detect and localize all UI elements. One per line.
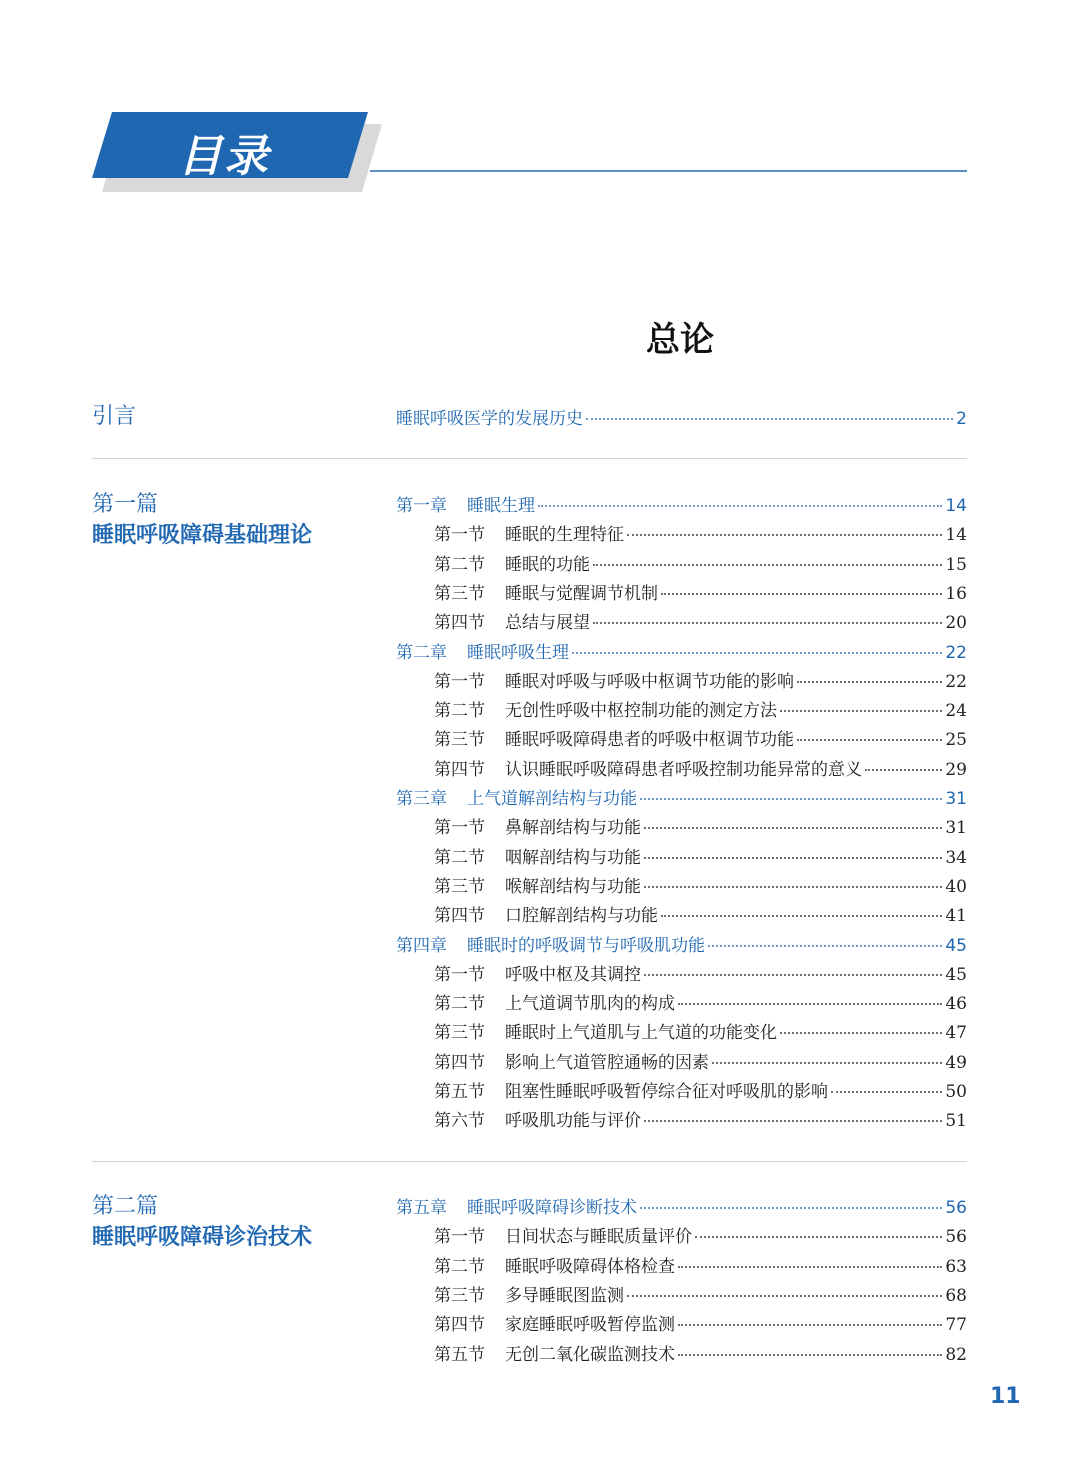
entry-page: 31 — [945, 818, 967, 839]
leader-dots — [797, 739, 942, 741]
leader-dots — [678, 1354, 942, 1356]
leader-dots — [695, 1236, 942, 1238]
toc-section[interactable] — [434, 1281, 967, 1305]
entry-page: 49 — [945, 1052, 967, 1073]
entry-number: 第二节 — [434, 1256, 485, 1277]
toc-section[interactable] — [434, 755, 967, 779]
entry-page: 46 — [945, 994, 967, 1015]
entry-page: 15 — [945, 554, 967, 575]
leader-dots — [831, 1091, 942, 1093]
entry-number: 第一节 — [434, 525, 485, 546]
entry-page: 34 — [945, 847, 967, 868]
leader-dots — [644, 974, 942, 976]
entry-number: 第六节 — [434, 1111, 485, 1132]
toc-chapter[interactable] — [396, 638, 967, 662]
part-2-heading — [92, 1192, 312, 1252]
entry-page: 45 — [945, 964, 967, 985]
entry-title: 睡眠呼吸障碍体格检查 — [505, 1256, 675, 1277]
entry-page: 51 — [945, 1111, 967, 1132]
leader-dots — [644, 827, 942, 829]
entry-number: 第四节 — [434, 1315, 485, 1336]
entry-title: 多导睡眠图监测 — [505, 1285, 624, 1306]
page-number: 11 — [990, 1384, 1021, 1409]
section-divider — [92, 1161, 967, 1162]
entry-page: 56 — [945, 1198, 967, 1218]
entry-title: 睡眠的生理特征 — [505, 525, 624, 546]
entry-number: 第三章 — [396, 789, 447, 809]
leader-dots — [708, 945, 942, 947]
leader-dots — [640, 798, 942, 800]
toc-section[interactable] — [434, 960, 967, 984]
leader-dots — [627, 534, 942, 536]
toc-section[interactable] — [434, 843, 967, 867]
leader-dots — [780, 710, 942, 712]
leader-dots — [661, 593, 942, 595]
leader-dots — [644, 1120, 942, 1122]
entry-number: 第二章 — [396, 642, 447, 663]
entry-title: 认识睡眠呼吸障碍患者呼吸控制功能异常的意义 — [505, 759, 862, 780]
entry-title: 睡眠呼吸医学的发展历史 — [396, 409, 583, 429]
entry-title: 睡眠与觉醒调节机制 — [505, 583, 658, 604]
entry-title: 日间状态与睡眠质量评价 — [505, 1227, 692, 1248]
entry-number: 第三节 — [434, 876, 485, 897]
leader-dots — [644, 857, 942, 859]
entry-number: 第四节 — [434, 759, 485, 780]
entry-number: 第二节 — [434, 701, 485, 722]
toc-section[interactable] — [434, 1252, 967, 1276]
entry-page: 47 — [945, 1023, 967, 1044]
toc-section[interactable] — [434, 579, 967, 603]
entry-number: 第三节 — [434, 583, 485, 604]
entry-title: 上气道调节肌肉的构成 — [505, 994, 675, 1015]
entry-page: 41 — [945, 906, 967, 927]
toc-section[interactable] — [434, 989, 967, 1013]
toc-section[interactable] — [434, 725, 967, 749]
toc-chapter[interactable] — [396, 1193, 967, 1217]
entry-page: 82 — [945, 1344, 967, 1365]
entry-title: 口腔解剖结构与功能 — [505, 906, 658, 927]
entry-page: 24 — [945, 701, 967, 722]
section-divider — [92, 458, 967, 459]
entry-page: 2 — [956, 409, 967, 429]
leader-dots — [538, 505, 942, 507]
leader-dots — [865, 769, 942, 771]
header-rule — [370, 170, 967, 172]
leader-dots — [644, 886, 942, 888]
entry-number: 第四节 — [434, 906, 485, 927]
toc-section[interactable] — [434, 520, 967, 544]
entry-number: 第二节 — [434, 847, 485, 868]
entry-number: 第五节 — [434, 1082, 485, 1102]
toc-section[interactable] — [434, 667, 967, 691]
toc-chapter[interactable] — [396, 491, 967, 515]
main-title: 总论 — [646, 320, 714, 360]
part-label: 第一篇 — [92, 492, 159, 517]
entry-page: 25 — [945, 730, 967, 751]
toc-section[interactable] — [434, 1310, 967, 1334]
toc-section[interactable] — [434, 1048, 967, 1072]
entry-title: 阻塞性睡眠呼吸暂停综合征对呼吸肌的影响 — [505, 1082, 828, 1102]
entry-title: 睡眠呼吸障碍诊断技术 — [467, 1198, 637, 1218]
toc-section[interactable] — [434, 872, 967, 896]
entry-number: 第三节 — [434, 1023, 485, 1044]
entry-number: 第四节 — [434, 613, 485, 634]
entry-title: 睡眠时的呼吸调节与呼吸肌功能 — [467, 935, 705, 956]
entry-title: 咽解剖结构与功能 — [505, 847, 641, 868]
entry-page: 22 — [945, 642, 967, 663]
entry-number: 第一节 — [434, 964, 485, 985]
leader-dots — [593, 622, 942, 624]
toc-section[interactable] — [434, 696, 967, 720]
entry-title: 睡眠生理 — [467, 496, 535, 516]
entry-number: 第一节 — [434, 671, 485, 692]
leader-dots — [797, 681, 942, 683]
entry-title: 睡眠对呼吸与呼吸中枢调节功能的影响 — [505, 671, 794, 692]
entry-page: 45 — [945, 935, 967, 956]
entry-title: 无创性呼吸中枢控制功能的测定方法 — [505, 701, 777, 722]
toc-section[interactable] — [434, 1106, 967, 1130]
entry-number: 第三节 — [434, 1285, 485, 1306]
entry-title: 睡眠时上气道肌与上气道的功能变化 — [505, 1023, 777, 1044]
entry-title: 家庭睡眠呼吸暂停监测 — [505, 1315, 675, 1336]
toc-section[interactable] — [434, 1340, 967, 1364]
entry-page: 14 — [945, 525, 967, 546]
entry-page: 40 — [945, 876, 967, 897]
toc-chapter[interactable] — [396, 931, 967, 955]
entry-page: 68 — [945, 1285, 967, 1306]
leader-dots — [640, 1207, 942, 1209]
entry-number: 第二节 — [434, 554, 485, 575]
toc-entry-intro[interactable] — [396, 404, 967, 428]
leader-dots — [572, 652, 942, 654]
entry-page: 77 — [945, 1315, 967, 1336]
toc-section[interactable] — [434, 813, 967, 837]
toc-section[interactable] — [434, 1222, 967, 1246]
intro-label: 引言 — [92, 404, 137, 429]
entry-title: 睡眠的功能 — [505, 554, 590, 575]
part-subtitle: 睡眠呼吸障碍诊治技术 — [92, 1224, 313, 1250]
entry-title: 影响上气道管腔通畅的因素 — [505, 1052, 709, 1073]
toc-chapter[interactable] — [396, 784, 967, 808]
leader-dots — [678, 1266, 942, 1268]
entry-page: 14 — [945, 496, 967, 516]
part-subtitle: 睡眠呼吸障碍基础理论 — [92, 522, 313, 548]
entry-page: 50 — [945, 1082, 967, 1102]
entry-number: 第一节 — [434, 1227, 485, 1248]
leader-dots — [627, 1295, 942, 1297]
entry-number: 第五章 — [396, 1198, 447, 1218]
entry-page: 63 — [945, 1256, 967, 1277]
entry-page: 22 — [945, 671, 967, 692]
leader-dots — [586, 418, 953, 420]
entry-number: 第四节 — [434, 1052, 485, 1073]
entry-title: 无创二氧化碳监测技术 — [505, 1344, 675, 1365]
entry-number: 第一节 — [434, 818, 485, 839]
entry-title: 喉解剖结构与功能 — [505, 876, 641, 897]
entry-page: 16 — [945, 583, 967, 604]
part-1-heading — [92, 490, 312, 550]
entry-title: 上气道解剖结构与功能 — [467, 789, 637, 809]
entry-number: 第四章 — [396, 935, 447, 956]
entry-page: 29 — [945, 759, 967, 780]
entry-title: 鼻解剖结构与功能 — [505, 818, 641, 839]
toc-section[interactable] — [434, 608, 967, 632]
entry-number: 第二节 — [434, 994, 485, 1015]
entry-title: 总结与展望 — [505, 613, 590, 634]
entry-number: 第一章 — [396, 496, 447, 516]
entry-title: 睡眠呼吸生理 — [467, 642, 569, 663]
toc-section[interactable] — [434, 901, 967, 925]
entry-title: 睡眠呼吸障碍患者的呼吸中枢调节功能 — [505, 730, 794, 751]
leader-dots — [678, 1003, 942, 1005]
leader-dots — [678, 1324, 942, 1326]
entry-number: 第三节 — [434, 730, 485, 751]
entry-page: 56 — [945, 1227, 967, 1248]
toc-section[interactable] — [434, 1018, 967, 1042]
toc-section[interactable] — [434, 1077, 967, 1101]
toc-section[interactable] — [434, 550, 967, 574]
leader-dots — [661, 915, 942, 917]
entry-page: 31 — [945, 789, 967, 809]
entry-title: 呼吸肌功能与评价 — [505, 1111, 641, 1132]
leader-dots — [593, 564, 942, 566]
entry-page: 20 — [945, 613, 967, 634]
part-label: 第二篇 — [92, 1194, 159, 1219]
leader-dots — [780, 1032, 942, 1034]
entry-title: 呼吸中枢及其调控 — [505, 964, 641, 985]
leader-dots — [712, 1062, 942, 1064]
toc-heading: 目录 — [178, 131, 270, 182]
entry-number: 第五节 — [434, 1344, 485, 1365]
